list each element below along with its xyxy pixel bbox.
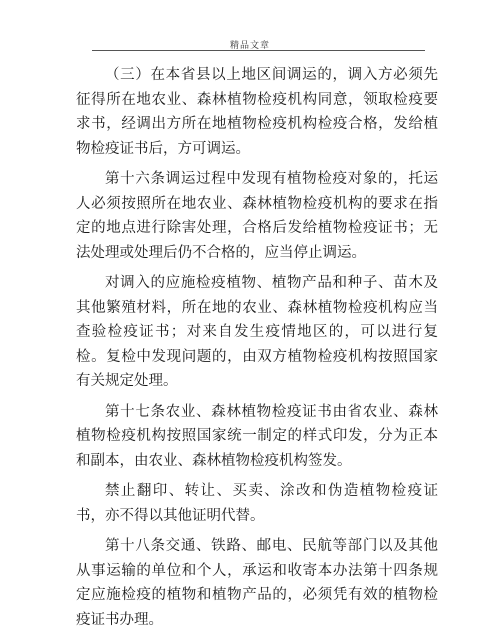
paragraph-3: 对调入的应施检疫植物、植物产品和种子、苗木及其他繁殖材料，所在地的农业、森林植物检疫机构应当查验检疫证书；对来自发生疫情地区的，可以进行复检。复检中发现问题的，由双方植物检疫机构按照国家有关规定处理。 [76, 275, 438, 389]
paragraph-2: 第十六条调运过程中发现有植物检疫对象的，托运人必须按照所在地农业、森林植物检疫机构的要求在指定的地点进行除害处理，合格后发给植物检疫证书；无法处理或处理后仍不合格的，应当停止调运。 [76, 171, 438, 261]
paragraph-4: 第十七条农业、森林植物检疫证书由省农业、森林植物检疫机构按照国家统一制定的样式印发，分为正本和副本，由农业、森林植物检疫机构签发。 [76, 403, 438, 469]
header-divider [92, 50, 425, 51]
paragraph-1: （三）在本省县以上地区间调运的，调入方必须先征得所在地农业、森林植物检疫机构同意，领取检疫要求书，经调出方所在地植物检疫机构检疫合格，发给植物检疫证书后，方可调运。 [76, 67, 438, 157]
page-header: 精品文章 [229, 41, 270, 51]
paragraph-5: 禁止翻印、转让、买卖、涂改和伪造植物检疫证书，亦不得以其他证明代替。 [76, 483, 438, 524]
paragraph-6: 第十八条交通、铁路、邮电、民航等部门以及其他从事运输的单位和个人，承运和收寄本办法第十四条规定应施检疫的植物和植物产品的，必须凭有效的植物检疫证书办理。 [76, 538, 438, 628]
document-body [76, 63, 438, 638]
